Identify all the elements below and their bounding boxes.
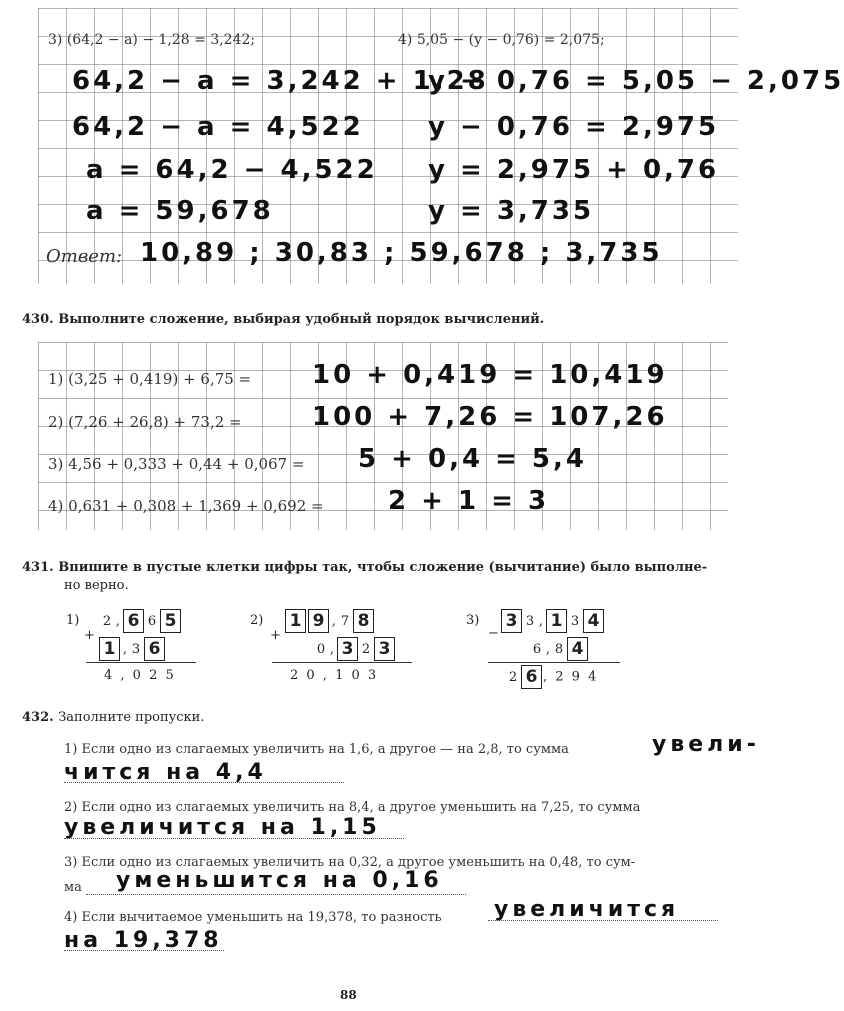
- puzzle-2-row-2: 0 , 3 2 3: [314, 637, 396, 661]
- puzzle-2-label: 2): [250, 613, 264, 628]
- puzzle-3-cell-a: 3: [501, 609, 522, 633]
- puzzle-2-cell-b: 9: [308, 609, 329, 633]
- puzzle-1-rule: [86, 662, 196, 663]
- equation-3: 3) (64,2 − a) − 1,28 = 3,242;: [48, 32, 256, 48]
- puzzle-3-row-1: 3 3 , 1 3 4: [500, 609, 605, 633]
- task-430-row-2-printed: 2) (7,26 + 26,8) + 73,2 =: [48, 413, 242, 431]
- puzzle-3-label: 3): [466, 613, 480, 628]
- task-430-number: 430.: [22, 312, 54, 327]
- task-432-s3-pre: ма: [64, 880, 82, 895]
- puzzle-1-cell-b: 5: [160, 609, 181, 633]
- puzzle-2-row-1: 1 9 , 7 8: [284, 609, 375, 633]
- puzzle-1-row-1: 2 , 6 6 5: [100, 609, 182, 633]
- task-432-s4-hand-a: увеличится: [494, 897, 680, 922]
- puzzle-3-sign: −: [488, 626, 499, 641]
- puzzle-1-cell-c: 1: [99, 637, 120, 661]
- page-number: 88: [340, 988, 357, 1002]
- puzzle-2-cell-d: 3: [337, 637, 358, 661]
- right-step-1: y − 0,76 = 5,05 − 2,075: [428, 66, 844, 96]
- equation-4: 4) 5,05 − (y − 0,76) = 2,075;: [398, 32, 605, 48]
- puzzle-3-cell-d: 4: [567, 637, 588, 661]
- left-step-1: 64,2 − a = 3,242 + 1,28: [72, 66, 489, 96]
- left-step-3: a = 64,2 − 4,522: [86, 155, 378, 185]
- task-431-title-line2: но верно.: [64, 578, 129, 593]
- task-432-number: 432.: [22, 710, 54, 725]
- task-430-heading: [22, 312, 544, 327]
- puzzle-3-cell-c: 4: [583, 609, 604, 633]
- left-step-4: a = 59,678: [86, 196, 274, 226]
- puzzle-3-cell-b: 1: [546, 609, 567, 633]
- task-432-s2-hand: увеличится на 1,15: [64, 815, 381, 840]
- task-432-s3-line: [86, 894, 466, 895]
- task-432-heading: [22, 710, 204, 725]
- task-430-row-1-hand: 10 + 0,419 = 10,419: [312, 360, 668, 390]
- puzzle-1-cell-a: 6: [123, 609, 144, 633]
- task-432-s2-line: [64, 838, 404, 839]
- right-step-3: y = 2,975 + 0,76: [428, 155, 720, 185]
- puzzle-1-result: 4 , 0 2 5: [104, 668, 176, 683]
- task-431-heading: [22, 560, 707, 575]
- puzzle-3-cell-e: 6: [521, 665, 542, 689]
- task-430-row-1-printed: 1) (3,25 + 0,419) + 6,75 =: [48, 370, 252, 388]
- task-432-s1-hand-b: чится на 4,4: [64, 760, 267, 785]
- task-432-s3-hand: уменьшится на 0,16: [116, 868, 443, 893]
- puzzle-2-cell-c: 8: [353, 609, 374, 633]
- task-430-row-4-printed: 4) 0,631 + 0,308 + 1,369 + 0,692 =: [48, 497, 324, 515]
- left-step-2: 64,2 − a = 4,522: [72, 112, 364, 142]
- task-431-title-line1: Впишите в пустые клетки цифры так, чтобы сложение (вычитание) было выполне-: [58, 560, 708, 575]
- task-432-s4-text: 4) Если вычитаемое уменьшить на 19,378, то разность: [64, 910, 442, 925]
- puzzle-1-sign: +: [84, 628, 95, 643]
- puzzle-2-cell-e: 3: [374, 637, 395, 661]
- task-432-title: Заполните пропуски.: [58, 710, 205, 725]
- task-432-s3-text: 3) Если одно из слагаемых увеличить на 0,32, а другое уменьшить на 0,48, то сум-: [64, 855, 636, 870]
- puzzle-1-cell-d: 6: [144, 637, 165, 661]
- answer-values: 10,89 ; 30,83 ; 59,678 ; 3,735: [140, 238, 663, 268]
- puzzle-1-label: 1): [66, 613, 80, 628]
- task-432-s4-hand-b: на 19,378: [64, 928, 223, 953]
- puzzle-2-result: 2 0 , 1 0 3: [290, 668, 379, 683]
- task-432-s4-line-a: [488, 920, 718, 921]
- task-432-s2-text: 2) Если одно из слагаемых увеличить на 8,4, а другое уменьшить на 7,25, то сумма: [64, 800, 641, 815]
- puzzle-3-rule: [488, 662, 620, 663]
- puzzle-3-result: 2 6 , 2 9 4: [508, 667, 599, 687]
- task-432-s4-line-b: [64, 950, 224, 951]
- task-432-s1-line: [64, 782, 344, 783]
- task-432-s1-text: 1) Если одно из слагаемых увеличить на 1,6, а другое — на 2,8, то сумма: [64, 742, 569, 757]
- right-step-2: y − 0,76 = 2,975: [428, 112, 720, 142]
- puzzle-1-row-2: 1 , 3 6: [98, 637, 166, 661]
- right-step-4: y = 3,735: [428, 196, 595, 226]
- puzzle-2-cell-a: 1: [285, 609, 306, 633]
- puzzle-2-rule: [272, 662, 412, 663]
- puzzle-3-row-2: 6 , 8 4: [530, 637, 589, 661]
- task-432-s1-hand-a: увели-: [652, 732, 760, 757]
- task-430-title: Выполните сложение, выбирая удобный порядок вычислений.: [58, 312, 545, 327]
- task-430-row-2-hand: 100 + 7,26 = 107,26: [312, 402, 668, 432]
- answer-label: Ответ:: [46, 246, 123, 267]
- task-430-row-3-printed: 3) 4,56 + 0,333 + 0,44 + 0,067 =: [48, 455, 305, 473]
- task-431-number: 431.: [22, 560, 54, 575]
- task-430-row-3-hand: 5 + 0,4 = 5,4: [358, 444, 587, 474]
- puzzle-2-sign: +: [270, 628, 281, 643]
- task-430-row-4-hand: 2 + 1 = 3: [388, 486, 550, 516]
